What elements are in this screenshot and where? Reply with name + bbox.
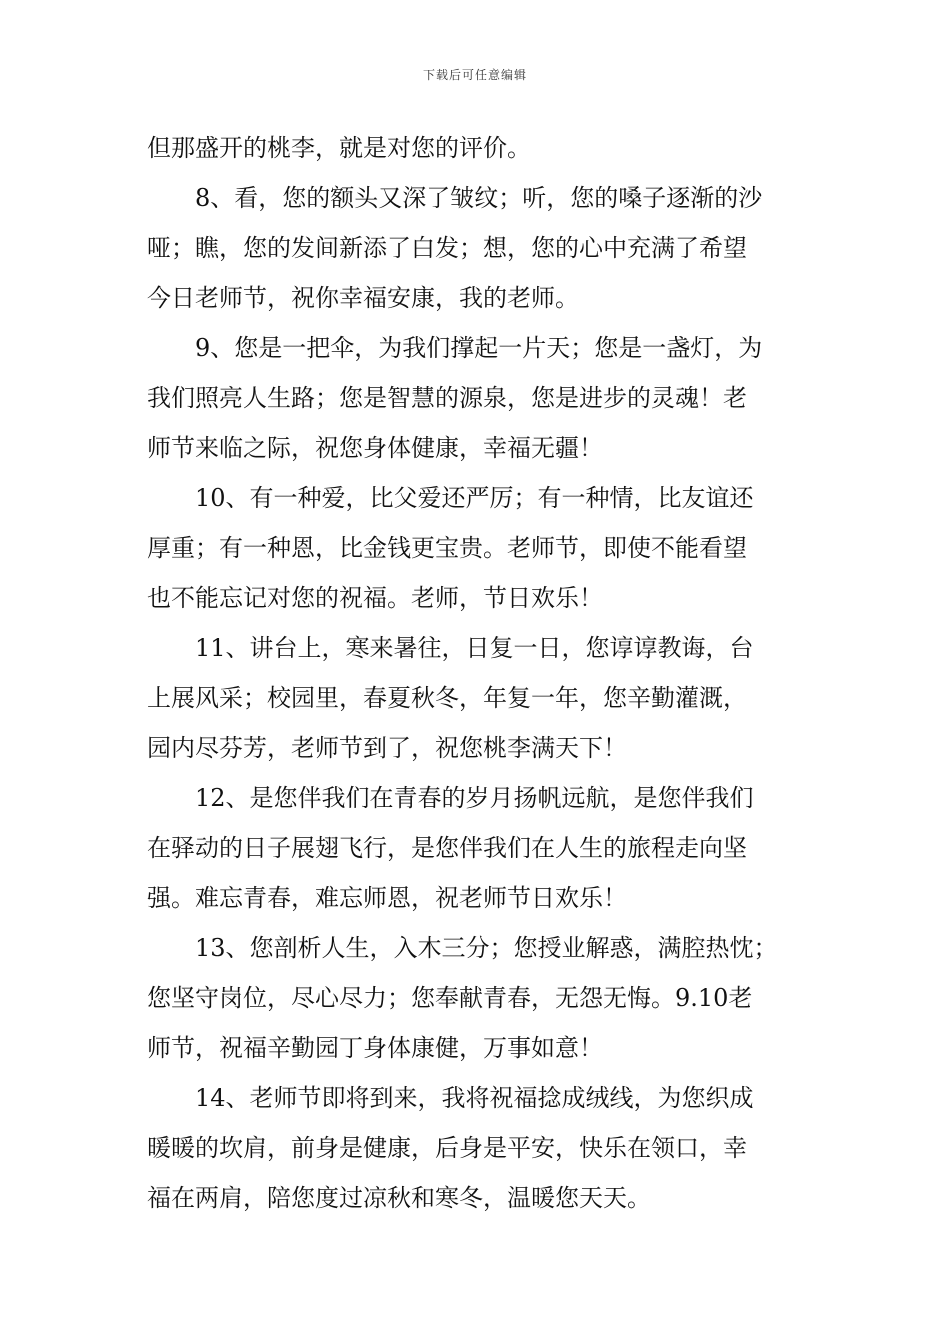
- paragraph-line: 师节来临之际，祝您身体健康，幸福无疆！: [147, 434, 603, 462]
- paragraph: [147, 1073, 817, 1223]
- paragraph: [147, 623, 817, 773]
- paragraph-line: 您坚守岗位，尽心尽力；您奉献青春，无怨无悔。9.10老: [147, 984, 753, 1012]
- paragraph-line: 但那盛开的桃李，就是对您的评价。: [147, 134, 531, 162]
- paragraph-line: 上展风采；校园里，春夏秋冬，年复一年，您辛勤灌溉，: [147, 684, 747, 712]
- paragraph-line: 在驿动的日子展翅飞行，是您伴我们在人生的旅程走向坚: [147, 834, 747, 862]
- page-header: 下载后可任意编辑: [422, 68, 527, 82]
- paragraph-line: 11、讲台上，寒来暑往，日复一日，您谆谆教诲，台: [195, 634, 754, 662]
- paragraph-line: 强。难忘青春，难忘师恩，祝老师节日欢乐！: [147, 884, 627, 912]
- paragraph-line: 哑；瞧，您的发间新添了白发；想，您的心中充满了希望: [147, 234, 747, 262]
- paragraph-line: 师节，祝福辛勤园丁身体康健，万事如意！: [147, 1034, 603, 1062]
- paragraph: [147, 173, 817, 323]
- paragraph-line: 今日老师节，祝你幸福安康，我的老师。: [147, 284, 579, 312]
- paragraph: [147, 473, 817, 623]
- paragraph-line: 园内尽芬芳，老师节到了，祝您桃李满天下！: [147, 734, 627, 762]
- paragraph-line: 12、是您伴我们在青春的岁月扬帆远航，是您伴我们: [195, 784, 754, 812]
- paragraph: [147, 123, 817, 173]
- paragraph: [147, 923, 817, 1073]
- paragraph-line: 8、看，您的额头又深了皱纹；听，您的嗓子逐渐的沙: [195, 184, 763, 212]
- paragraph: [147, 773, 817, 923]
- paragraph-line: 暖暖的坎肩，前身是健康，后身是平安，快乐在领口，幸: [147, 1134, 747, 1162]
- paragraph-line: 10、有一种爱，比父爱还严厉；有一种情，比友谊还: [195, 484, 754, 512]
- paragraph-line: 福在两肩，陪您度过凉秋和寒冬，温暖您天天。: [147, 1184, 651, 1212]
- paragraph-line: 13、您剖析人生，入木三分；您授业解惑，满腔热忱；: [195, 934, 778, 962]
- paragraph-line: 9、您是一把伞，为我们撑起一片天；您是一盏灯，为: [195, 334, 763, 362]
- paragraph-line: 厚重；有一种恩，比金钱更宝贵。老师节，即使不能看望: [147, 534, 747, 562]
- document-body: [147, 123, 817, 1223]
- paragraph-line: 也不能忘记对您的祝福。老师，节日欢乐！: [147, 584, 603, 612]
- paragraph-line: 我们照亮人生路；您是智慧的源泉，您是进步的灵魂！老: [147, 384, 747, 412]
- paragraph: [147, 323, 817, 473]
- paragraph-line: 14、老师节即将到来，我将祝福捻成绒线，为您织成: [195, 1084, 754, 1112]
